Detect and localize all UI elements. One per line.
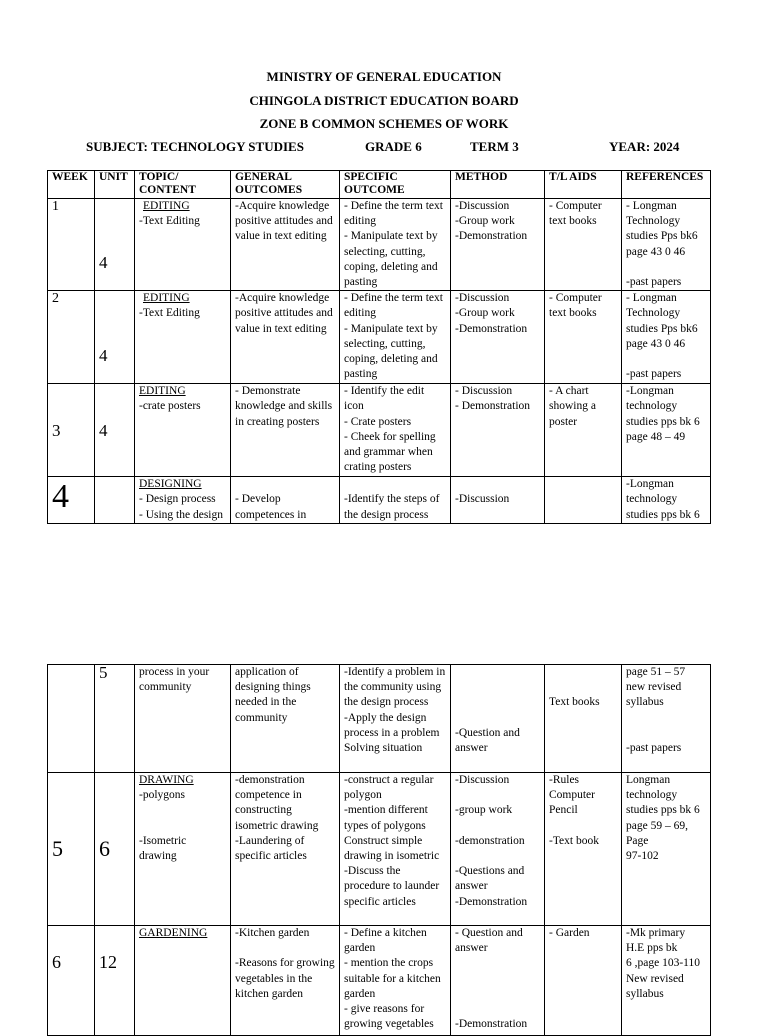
topic-cell [135, 926, 231, 1036]
col-header-specific: SPECIFIC OUTCOME [340, 171, 451, 199]
unit-value: 4 [99, 346, 108, 366]
method-cell: -Discussion -Group work -Demonstration [451, 199, 545, 291]
table-header-row [48, 171, 711, 199]
topic-body: -Text Editing [139, 215, 200, 228]
aids-cell [545, 477, 622, 524]
topic-body: -Text Editing [139, 307, 200, 320]
references-cell: page 51 – 57 new revised syllabus -past papers [622, 665, 711, 773]
unit-cell [95, 291, 135, 384]
references-cell: - Longman Technology studies Pps bk6 page 43 0 46 -past papers [622, 291, 711, 384]
scheme-title: ZONE B COMMON SCHEMES OF WORK [259, 116, 509, 131]
scheme-table-page1 [47, 170, 711, 524]
method-cell: - Discussion - Demonstration [451, 384, 545, 477]
grade-label: GRADE 6 [365, 139, 422, 154]
table-row [48, 384, 711, 477]
general-outcome-cell: - Demonstrate knowledge and skills in creating posters [231, 384, 340, 477]
topic-title: DRAWING [139, 774, 194, 786]
topic-cell [135, 384, 231, 477]
method-cell: -Question and answer [451, 665, 545, 773]
col-header-method: METHOD [451, 171, 545, 199]
topic-cell [135, 477, 231, 524]
general-outcome-cell: -Kitchen garden -Reasons for growing vegetables in the kitchen garden [231, 926, 340, 1036]
topic-title: EDITING [143, 200, 190, 212]
unit-cell: 5 [95, 665, 135, 773]
general-outcome-cell: - Develop competences in [231, 477, 340, 524]
topic-title: GARDENING [139, 927, 208, 939]
table-row [48, 477, 711, 524]
topic-title: EDITING [139, 385, 186, 398]
unit-value: 4 [99, 253, 108, 273]
col-header-aids: T/L AIDS [545, 171, 622, 199]
board-title: CHINGOLA DISTRICT EDUCATION BOARD [249, 93, 519, 108]
table-row [48, 665, 711, 773]
specific-outcome-cell: - Define the term text editing - Manipulate text by selecting, cutting, coping, deleting and pasting [340, 291, 451, 384]
term-label: TERM 3 [470, 139, 519, 154]
topic-body: -polygons -Isometric drawing [139, 789, 187, 863]
method-cell: - Question and answer -Demonstration [451, 926, 545, 1036]
topic-title: DESIGNING [139, 478, 202, 491]
specific-outcome-cell: - Define a kitchen garden - mention the crops suitable for a kitchen garden - give reasons for growing vegetables [340, 926, 451, 1036]
aids-cell: - Garden [545, 926, 622, 1036]
week-cell: 6 [48, 926, 95, 1036]
unit-cell: 6 [95, 773, 135, 926]
specific-outcome-cell: - Define the term text editing - Manipulate text by selecting, cutting, coping, deleting and pasting [340, 199, 451, 291]
method-cell: -Discussion -Group work -Demonstration [451, 291, 545, 384]
general-outcome-cell: -demonstration competence in constructing isometric drawing -Laundering of specific articles [231, 773, 340, 926]
col-header-general: GENERAL OUTCOMES [231, 171, 340, 199]
unit-cell [95, 477, 135, 524]
week-cell: 5 [48, 773, 95, 926]
aids-cell: - Computer text books [545, 291, 622, 384]
aids-cell: Text books [545, 665, 622, 773]
topic-title: EDITING [143, 292, 190, 305]
general-outcome-cell: -Acquire knowledge positive attitudes and value in text editing [231, 291, 340, 384]
scheme-table-page2 [47, 664, 711, 1036]
unit-cell: 12 [95, 926, 135, 1036]
references-cell: - Longman Technology studies Pps bk6 page 43 0 46 -past papers [622, 199, 711, 291]
general-outcome-cell: -Acquire knowledge positive attitudes and value in text editing [231, 199, 340, 291]
general-outcome-cell: application of designing things needed in the community [231, 665, 340, 773]
topic-body: process in your community [139, 666, 210, 694]
references-cell: -Mk primary H.E pps bk 6 ,page 103-110 New revised syllabus [622, 926, 711, 1036]
week-cell: 2 [48, 291, 95, 384]
aids-cell: - Computer text books [545, 199, 622, 291]
table-row [48, 926, 711, 1036]
ministry-title: MINISTRY OF GENERAL EDUCATION [266, 69, 502, 84]
table-row [48, 199, 711, 291]
week-cell: 4 [48, 477, 95, 524]
aids-cell: -Rules Computer Pencil -Text book [545, 773, 622, 926]
subject-label: SUBJECT: TECHNOLOGY STUDIES [86, 139, 304, 154]
topic-cell [135, 291, 231, 384]
references-cell: -Longman technology studies pps bk 6 [622, 477, 711, 524]
topic-cell [135, 773, 231, 926]
week-cell: 1 [48, 199, 95, 291]
references-cell: -Longman technology studies pps bk 6 page 48 – 49 [622, 384, 711, 477]
method-cell: -Discussion [451, 477, 545, 524]
method-cell: -Discussion -group work -demonstration -Questions and answer -Demonstration [451, 773, 545, 926]
specific-outcome-cell: -construct a regular polygon -mention different types of polygons Construct simple drawing in isometric -Discuss the procedure to launder specific articles [340, 773, 451, 926]
table-row [48, 291, 711, 384]
year-label: YEAR: 2024 [609, 139, 680, 154]
week-cell [48, 665, 95, 773]
aids-cell: - A chart showing a poster [545, 384, 622, 477]
unit-cell [95, 199, 135, 291]
specific-outcome-cell: -Identify the steps of the design process [340, 477, 451, 524]
topic-body: - Design process - Using the design [139, 493, 224, 521]
specific-outcome-cell: -Identify a problem in the community using the design process -Apply the design process in a problem Solving situation [340, 665, 451, 773]
unit-cell: 4 [95, 384, 135, 477]
specific-outcome-cell: - Identify the edit icon - Crate posters - Cheek for spelling and grammar when crating posters [340, 384, 451, 477]
table-row [48, 773, 711, 926]
col-header-unit: UNIT [95, 171, 135, 199]
col-header-week: WEEK [48, 171, 95, 199]
week-cell: 3 [48, 384, 95, 477]
col-header-topic: TOPIC/ CONTENT [135, 171, 231, 199]
references-cell: Longman technology studies pps bk 6 page 59 – 69, Page 97-102 [622, 773, 711, 926]
col-header-references: REFERENCES [622, 171, 711, 199]
topic-cell [135, 665, 231, 773]
topic-cell [135, 199, 231, 291]
topic-body: -crate posters [139, 400, 201, 413]
